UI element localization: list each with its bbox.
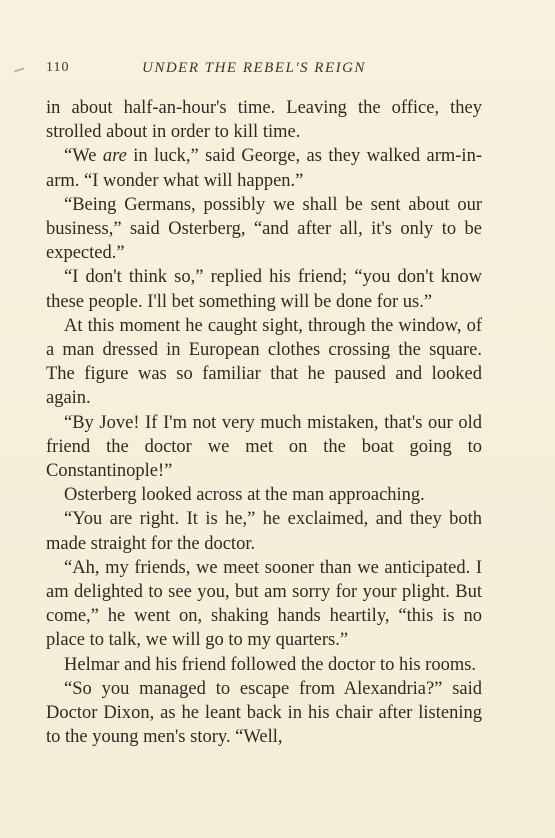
- paragraph-9: “Ah, my friends, we meet sooner than we anticipated. I am delighted to see you, but am sorry for your plight. But come,” he went on, shaking hands heartily, “this is no place to talk, we will go to my quarters.”: [46, 557, 482, 651]
- paragraph-2-part-a: “We: [64, 146, 103, 167]
- running-head: UNDER THE REBEL'S REIGN: [142, 60, 366, 76]
- paragraph-8: “You are right. It is he,” he exclaimed, and they both made straight for the doctor.: [46, 509, 482, 554]
- paragraph-4: “I don't think so,” replied his friend; “you don't know these people. I'll bet something will be done for us.”: [46, 267, 482, 312]
- paragraph-10: Helmar and his friend followed the doctor to his rooms.: [64, 654, 477, 675]
- paragraph-2-part-b: in luck,” said George, as they walked arm-in-arm. “I wonder what will happen.”: [46, 146, 482, 191]
- paragraph-2-emphasis: are: [102, 146, 127, 167]
- paragraph-11: “So you managed to escape from Alexandria?” said Doctor Dixon, as he leant back in his chair after listening to the young men's story. “Well,: [46, 678, 482, 748]
- page-header: [46, 60, 509, 84]
- paragraph-1: in about half-an-hour's time. Leaving the office, they strolled about in order to kill time.: [46, 98, 482, 143]
- paragraph-5: At this moment he caught sight, through the window, of a man dressed in European clothes crossing the square. The figure was so familiar that he paused and looked again.: [46, 315, 482, 409]
- paragraph-2: [46, 144, 482, 192]
- paragraph-7: Osterberg looked across at the man approaching.: [64, 485, 425, 506]
- page-number: 110: [46, 60, 70, 75]
- page-text: [46, 96, 482, 749]
- paragraph-3: “Being Germans, possibly we shall be sent about our business,” said Osterberg, “and after all, it's only to be expected.”: [46, 194, 482, 264]
- margin-mark: [14, 68, 24, 73]
- paragraph-6: “By Jove! If I'm not very much mistaken, that's our old friend the doctor we met on the boat going to Constantinople!”: [46, 412, 482, 482]
